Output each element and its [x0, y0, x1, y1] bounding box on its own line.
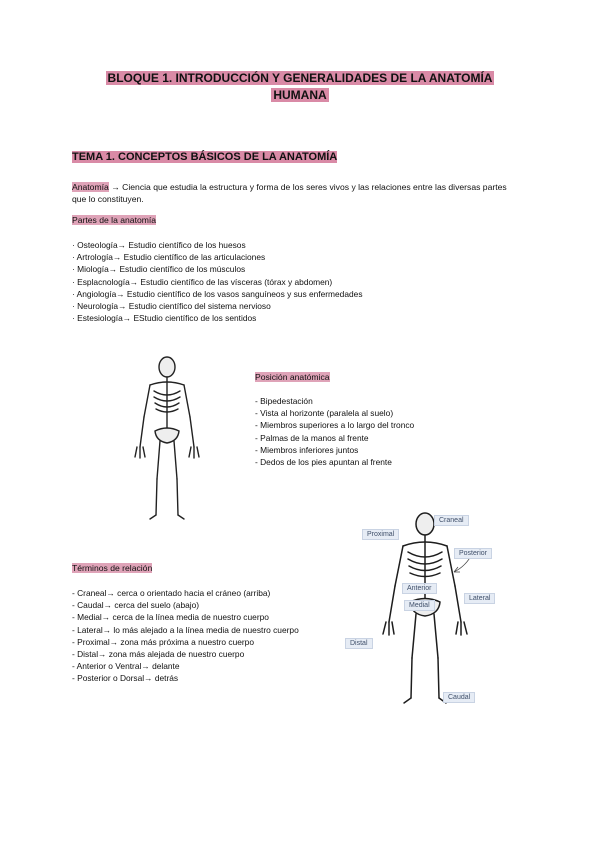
terminos-list: [72, 587, 299, 685]
list-item: - Proximal→ zona más próxima a nuestro cuerpo: [72, 636, 254, 647]
label-posterior: Posterior: [454, 548, 492, 559]
posicion-list: [255, 395, 414, 468]
list-item: · Estesiología→ EStudio científico de los sentidos: [72, 313, 257, 324]
label-caudal: Caudal: [443, 692, 475, 703]
anatomia-definition: [72, 181, 522, 205]
document-title: [0, 70, 600, 104]
skeleton-figure-image: [128, 355, 206, 525]
list-item: · Esplacnología→ Estudio científico de las vísceras (tórax y abdomen): [72, 276, 333, 287]
list-item: · Neurología→ Estudio científico del sistema nervioso: [72, 301, 271, 312]
list-item: - Distal→ zona más alejada de nuestro cuerpo: [72, 649, 245, 660]
posicion-heading-text: Posición anatómica: [255, 372, 330, 382]
label-distal: Distal: [345, 638, 373, 649]
partes-heading: [72, 214, 156, 226]
list-item: - Miembros inferiores juntos: [255, 444, 359, 455]
list-item: · Osteología→ Estudio científico de los huesos: [72, 240, 246, 250]
list-item: - Vista al horizonte (paralela al suelo): [255, 408, 394, 419]
list-item: - Posterior o Dorsal→ detrás: [72, 673, 179, 684]
label-lateral: Lateral: [464, 593, 495, 604]
list-item: - Palmas de la manos al frente: [255, 432, 369, 443]
list-item: · Miología→ Estudio científico de los músculos: [72, 264, 246, 275]
list-item: · Angiología→ Estudio científico de los vasos sanguíneos y sus enfermedades: [72, 288, 363, 299]
list-item: · Artrología→ Estudio científico de las articulaciones: [72, 252, 266, 263]
list-item: - Dedos de los pies apuntan al frente: [255, 457, 392, 468]
list-item: - Lateral→ lo más alejado a la línea media de nuestro cuerpo: [72, 624, 299, 635]
posicion-heading: [255, 371, 330, 383]
tema-heading-text: TEMA 1. CONCEPTOS BÁSICOS DE LA ANATOMÍA: [72, 151, 338, 163]
label-craneal: Craneal: [434, 515, 469, 526]
label-proximal: Proximal: [362, 529, 399, 540]
anatomia-term: Anatomía: [72, 182, 109, 192]
partes-list: [72, 239, 363, 324]
directional-terms-diagram: [340, 510, 510, 710]
tema-heading: [72, 151, 337, 163]
title-line-2: HUMANA: [273, 88, 327, 102]
list-item: - Medial→ cerca de la línea media de nuestro cuerpo: [72, 612, 269, 623]
list-item: - Anterior o Ventral→ delante: [72, 661, 180, 672]
label-medial: Medial: [404, 600, 435, 611]
title-line-1: BLOQUE 1. INTRODUCCIÓN Y GENERALIDADES DE LA ANATOMÍA: [107, 71, 493, 85]
list-item: - Caudal→ cerca del suelo (abajo): [72, 600, 200, 611]
list-item: - Craneal→ cerca o orientado hacia el cráneo (arriba): [72, 588, 271, 598]
terminos-heading-text: Términos de relación: [72, 563, 153, 573]
label-anterior: Anterior: [402, 583, 437, 594]
list-item: - Miembros superiores a lo largo del tronco: [255, 420, 415, 431]
anatomia-definition-text: → Ciencia que estudia la estructura y forma de los seres vivos y las relaciones entre las diversas partes que lo constituyen.: [72, 182, 507, 204]
terminos-heading: [72, 562, 152, 574]
list-item: - Bipedestación: [255, 396, 313, 406]
partes-heading-text: Partes de la anatomía: [72, 215, 157, 225]
